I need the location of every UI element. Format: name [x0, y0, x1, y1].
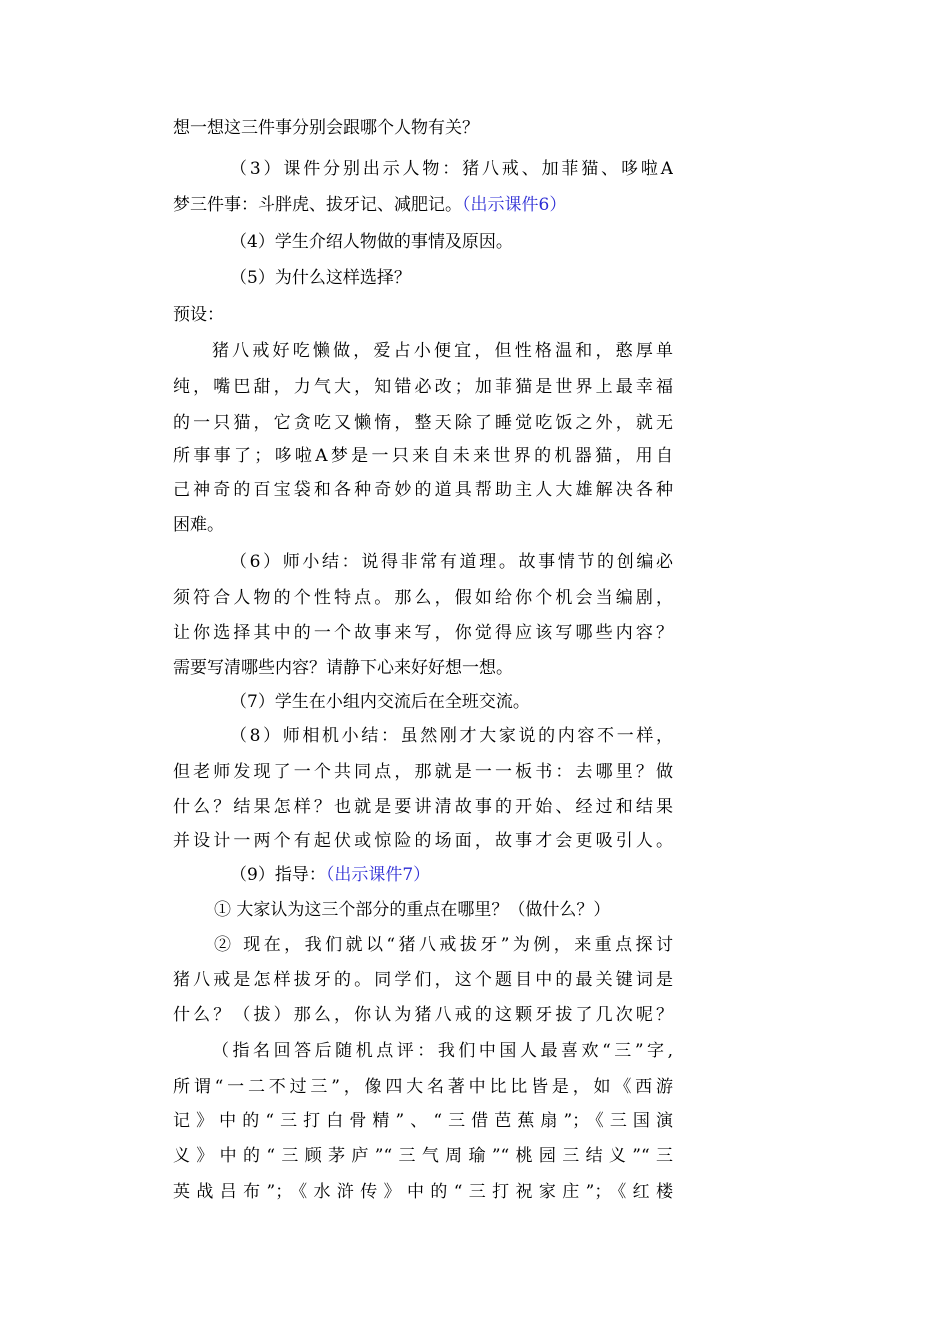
text-line: 并设计一两个有起伏或惊险的场面，故事才会更吸引人。 [173, 831, 673, 851]
text-line: （4）学生介绍人物做的事情及原因。 [230, 232, 513, 252]
text-line: 预设： [173, 305, 224, 325]
text-line: 猪八戒是怎样拔牙的。同学们，这个题目中的最关键词是 [173, 970, 673, 990]
courseware-reference: （出示课件7） [325, 865, 431, 885]
text-line: 需要写清哪些内容？请静下心来好好想一想。 [173, 658, 513, 678]
text-segment: 梦三件事：斗胖虎、拔牙记、减肥记。 [173, 195, 462, 215]
text-segment: （9）指导： [230, 865, 326, 885]
text-line: （7）学生在小组内交流后在全班交流。 [230, 692, 530, 712]
text-line: 纯，嘴巴甜，力气大，知错必改；加菲猫是世界上最幸福 [173, 377, 673, 397]
text-line: 猪八戒好吃懒做，爱占小便宜，但性格温和，憨厚单 [212, 341, 673, 361]
text-line: 困难。 [173, 515, 224, 535]
text-line: （指名回答后随机点评：我们中国人最喜欢“三”字, [212, 1041, 673, 1061]
text-line: （8）师相机小结：虽然刚才大家说的内容不一样， [230, 726, 673, 746]
text-line: 己神奇的百宝袋和各种奇妙的道具帮助主人大雄解决各种 [173, 480, 673, 500]
text-line: 什么？结果怎样？也就是要讲清故事的开始、经过和结果 [173, 797, 673, 817]
text-line: 什么？（拔）那么，你认为猪八戒的这颗牙拔了几次呢？ [173, 1005, 673, 1025]
text-line [230, 863, 673, 887]
text-line: 英战吕布”；《水浒传》中的“三打祝家庄”；《红楼 [173, 1182, 673, 1202]
text-line: 所谓“一二不过三”，像四大名著中比比皆是，如《西游 [173, 1077, 673, 1097]
text-line: 记》中的“三打白骨精”、“三借芭蕉扇”；《三国演 [173, 1111, 673, 1131]
text-line: 但老师发现了一个共同点，那就是一一板书：去哪里？做 [173, 762, 673, 782]
text-line: （6）师小结：说得非常有道理。故事情节的创编必 [230, 552, 673, 572]
text-line [173, 193, 673, 217]
text-line: （3）课件分别出示人物：猪八戒、加菲猫、哆啦A [230, 159, 673, 179]
courseware-reference: （出示课件6） [462, 195, 567, 215]
text-line: 所事事了；哆啦A梦是一只来自未来世界的机器猫，用自 [173, 446, 673, 466]
text-line: 让你选择其中的一个故事来写，你觉得应该写哪些内容？ [173, 623, 673, 643]
text-line: 的一只猫，它贪吃又懒惰，整天除了睡觉吃饭之外，就无 [173, 413, 673, 433]
text-line: 义》中的“三顾茅庐”“三气周瑜”“桃园三结义”“三 [173, 1146, 673, 1166]
text-line: ① 大家认为这三个部分的重点在哪里？（做什么？） [214, 900, 611, 920]
text-line: （5）为什么这样选择？ [230, 268, 411, 288]
text-line: 想一想这三件事分别会跟哪个人物有关？ [173, 118, 479, 138]
text-line: 须符合人物的个性特点。那么，假如给你个机会当编剧， [173, 588, 673, 608]
text-line: ② 现在，我们就以“猪八戒拔牙”为例，来重点探讨 [214, 935, 673, 955]
